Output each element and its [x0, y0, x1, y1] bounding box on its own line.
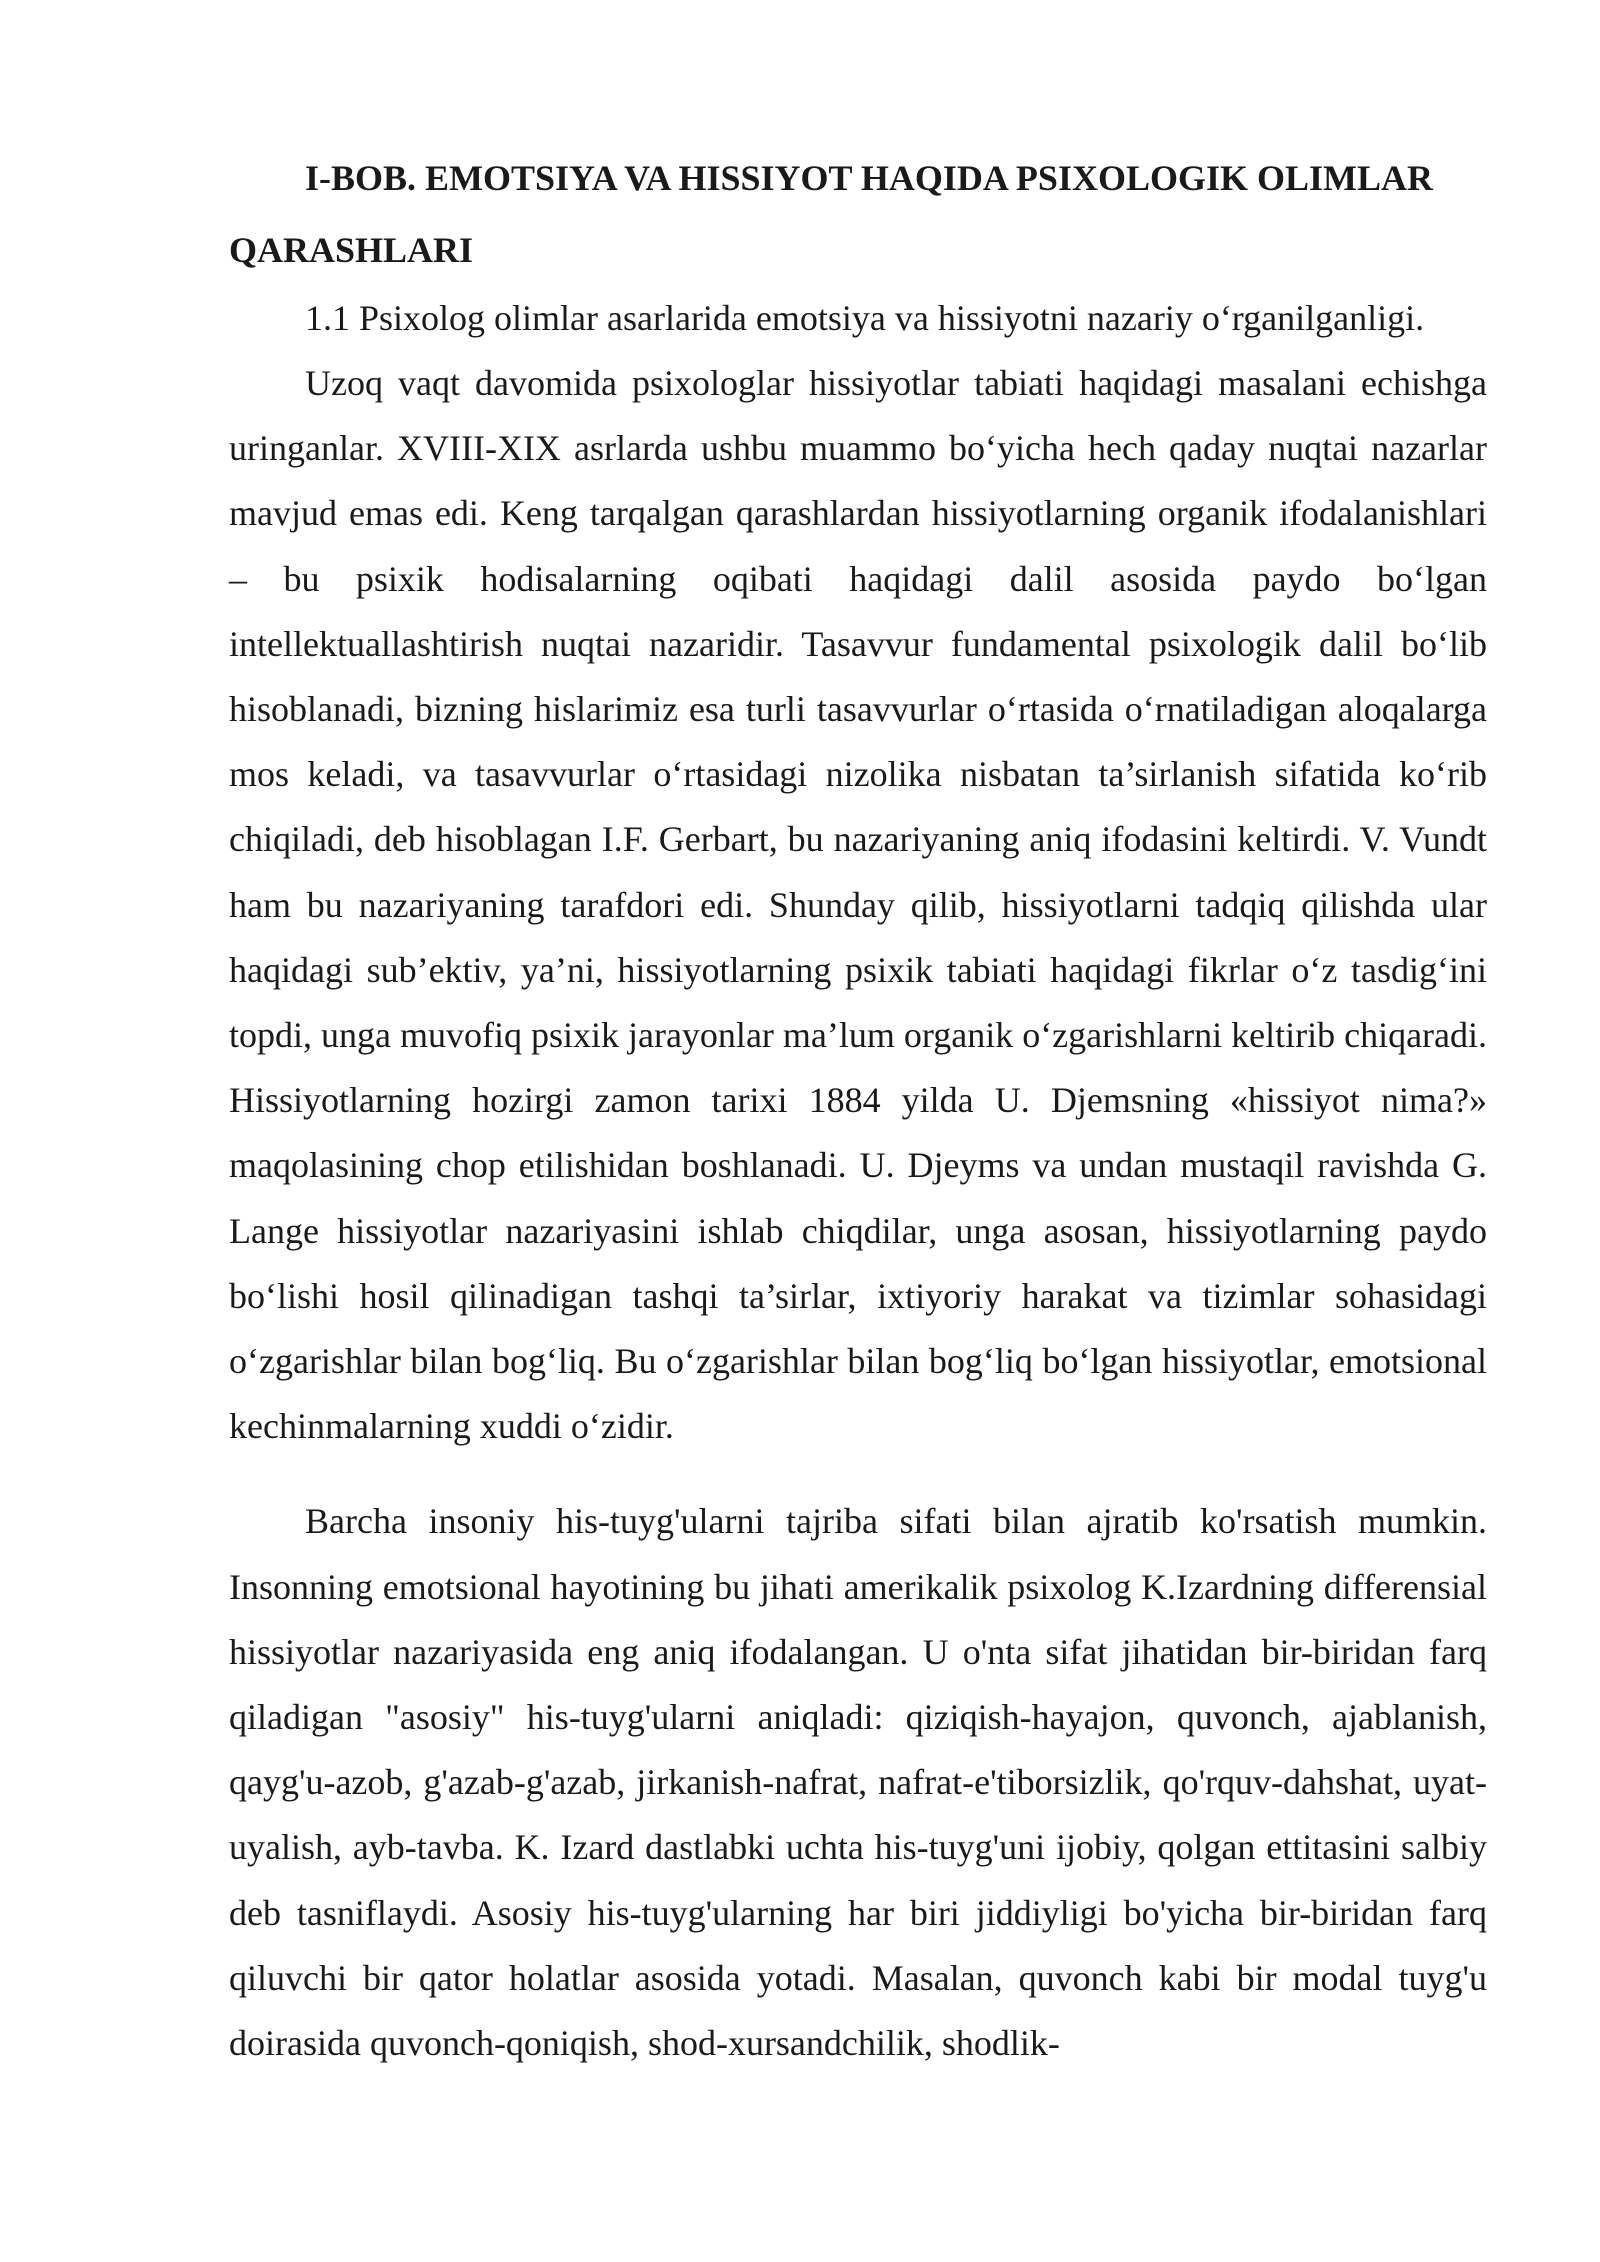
document-body — [229, 142, 1487, 2076]
paragraph-1: Uzoq vaqt davomida psixologlar hissiyotlar tabiati haqidagi masalani echishga uringanlar. XVIII-XIX asrlarda ushbu muammo bo‘yicha hech qaday nuqtai nazarlar mavjud emas edi. Keng tarqalgan qarashlardan hissiyotlarning organik ifodalanishlari – bu psixik hodisalarning oqibati haqidagi dalil asosida paydo bo‘lgan intellektuallashtirish nuqtai nazaridir. Tasavvur fundamental psixologik dalil bo‘lib hisoblanadi, bizning hislarimiz esa turli tasavvurlar o‘rtasida o‘rnatiladigan aloqalarga mos keladi, va tasavvurlar o‘rtasidagi nizolika nisbatan ta’sirlanish sifatida ko‘rib chiqiladi, deb hisoblagan I.F. Gerbart, bu nazariyaning aniq ifodasini keltirdi. V. Vundt ham bu nazariyaning tarafdori edi. Shunday qilib, hissiyotlarni tadqiq qilishda ular haqidagi sub’ektiv, ya’ni, hissiyotlarning psixik tabiati haqidagi fikrlar o‘z tasdig‘ini topdi, unga muvofiq psixik jarayonlar ma’lum organik o‘zgarishlarni keltirib chiqaradi. Hissiyotlarning hozirgi zamon tarixi 1884 yilda U. Djemsning «hissiyot nima?» maqolasining chop etilishidan boshlanadi. U. Djeyms va undan mustaqil ravishda G. Lange hissiyotlar nazariyasini ishlab chiqdilar, unga asosan, hissiyotlarning paydo bo‘lishi hosil qilinadigan tashqi ta’sirlar, ixtiyoriy harakat va tizimlar sohasidagi o‘zgarishlar bilan bog‘liq. Bu o‘zgarishlar bilan bog‘liq bo‘lgan hissiyotlar, emotsional kechinmalarning xuddi o‘zidir. — [229, 363, 1488, 1447]
chapter-title: I-BOB. EMOTSIYA VA HISSIYOT HAQIDA PSIXOLOGIK OLIMLAR QARASHLARI — [229, 158, 1433, 270]
section-title: 1.1 Psixolog olimlar asarlarida emotsiya va hissiyotni nazariy o‘rganilganligi. — [305, 298, 1425, 338]
paragraph-2: Barcha insoniy his-tuyg'ularni tajriba sifati bilan ajratib ko'rsatish mumkin. Insonning emotsional hayotining bu jihati amerikalik psixolog K.Izardning differensial hissiyotlar nazariyasida eng aniq ifodalangan. U o'nta sifat jihatidan bir-biridan farq qiladigan "asosiy" his-tuyg'ularni aniqladi: qiziqish-hayajon, quvonch, ajablanish, qayg'u-azob, g'azab-g'azab, jirkanish-nafrat, nafrat-e'tiborsizlik, qo'rquv-dahshat, uyat-uyalish, ayb-tavba. K. Izard dastlabki uchta his-tuyg'uni ijobiy, qolgan ettitasini salbiy deb tasniflaydi. Asosiy his-tuyg'ularning har biri jiddiyligi bo'yicha bir-biridan farq qiluvchi bir qator holatlar asosida yotadi. Masalan, quvonch kabi bir modal tuyg'u doirasida quvonch-qoniqish, shod-xursandchilik, shodlik- — [229, 1501, 1487, 2064]
